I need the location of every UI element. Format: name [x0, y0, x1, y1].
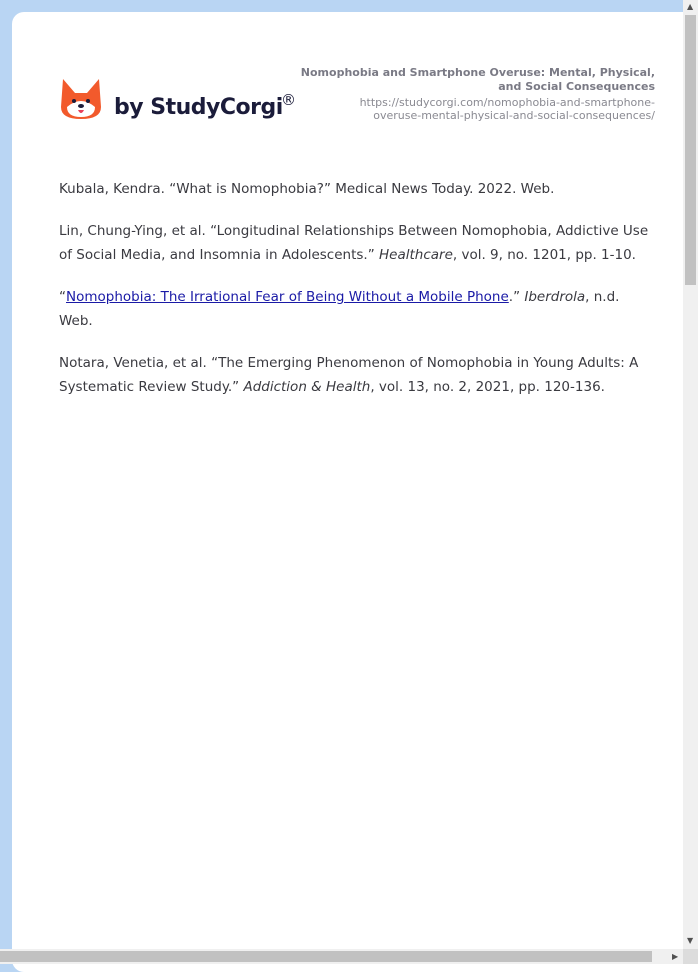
journal-title: Healthcare — [379, 247, 453, 263]
studycorgi-logo[interactable] — [61, 77, 101, 121]
vertical-scrollbar[interactable] — [683, 0, 698, 949]
reference-item — [59, 177, 649, 201]
horizontal-scroll-thumb[interactable] — [0, 951, 652, 962]
scrollbar-corner — [683, 949, 698, 964]
document-url-line-2: overuse-mental-physical-and-social-consequences/ — [373, 109, 655, 122]
reference-text: Lin, Chung-Ying, et al. “Longitudinal Relationships Between Nomophobia, Addictive Use of Social Media, and Insomnia in Adolescents.” — [59, 223, 649, 263]
reference-details: , vol. 13, no. 2, 2021, pp. 120-136. — [370, 379, 605, 395]
brand-name: by StudyCorgi — [114, 95, 283, 120]
reference-link[interactable]: Nomophobia: The Irrational Fear of Being Without a Mobile Phone — [66, 289, 509, 305]
document-title — [295, 66, 655, 94]
document-title-line-1: Nomophobia and Smartphone Overuse: Mental, Physical, — [300, 66, 655, 79]
open-quote: “ — [59, 289, 66, 305]
document-url[interactable] — [295, 96, 655, 122]
reference-item — [59, 351, 649, 399]
reference-details: , n.d. Web. — [59, 289, 620, 329]
publisher-title: Iberdrola — [524, 289, 586, 305]
document-page — [12, 12, 698, 972]
registered-mark: ® — [281, 91, 296, 109]
reference-item — [59, 285, 649, 333]
horizontal-scrollbar[interactable] — [0, 949, 683, 964]
reference-item — [59, 219, 649, 267]
document-url-line-1: https://studycorgi.com/nomophobia-and-smartphone- — [359, 96, 655, 109]
document-header — [295, 66, 655, 122]
vertical-scroll-thumb[interactable] — [685, 15, 696, 285]
scroll-right-arrow-icon[interactable]: ▶ — [672, 952, 679, 961]
close-quote: .” — [508, 289, 525, 305]
scroll-down-arrow-icon[interactable]: ▼ — [687, 936, 694, 945]
journal-title: Addiction & Health — [243, 379, 371, 395]
reference-text: Notara, Venetia, et al. “The Emerging Phenomenon of Nomophobia in Young Adults: A Systematic Review Study.” — [59, 355, 639, 395]
scroll-up-arrow-icon[interactable]: ▲ — [687, 2, 694, 11]
reference-text: Kubala, Kendra. “What is Nomophobia?” Medical News Today. 2022. Web. — [59, 181, 555, 197]
document-title-line-2: and Social Consequences — [498, 80, 655, 93]
reference-details: , vol. 9, no. 1201, pp. 1-10. — [452, 247, 636, 263]
references-list — [59, 177, 649, 417]
corgi-logo-icon — [61, 77, 101, 121]
